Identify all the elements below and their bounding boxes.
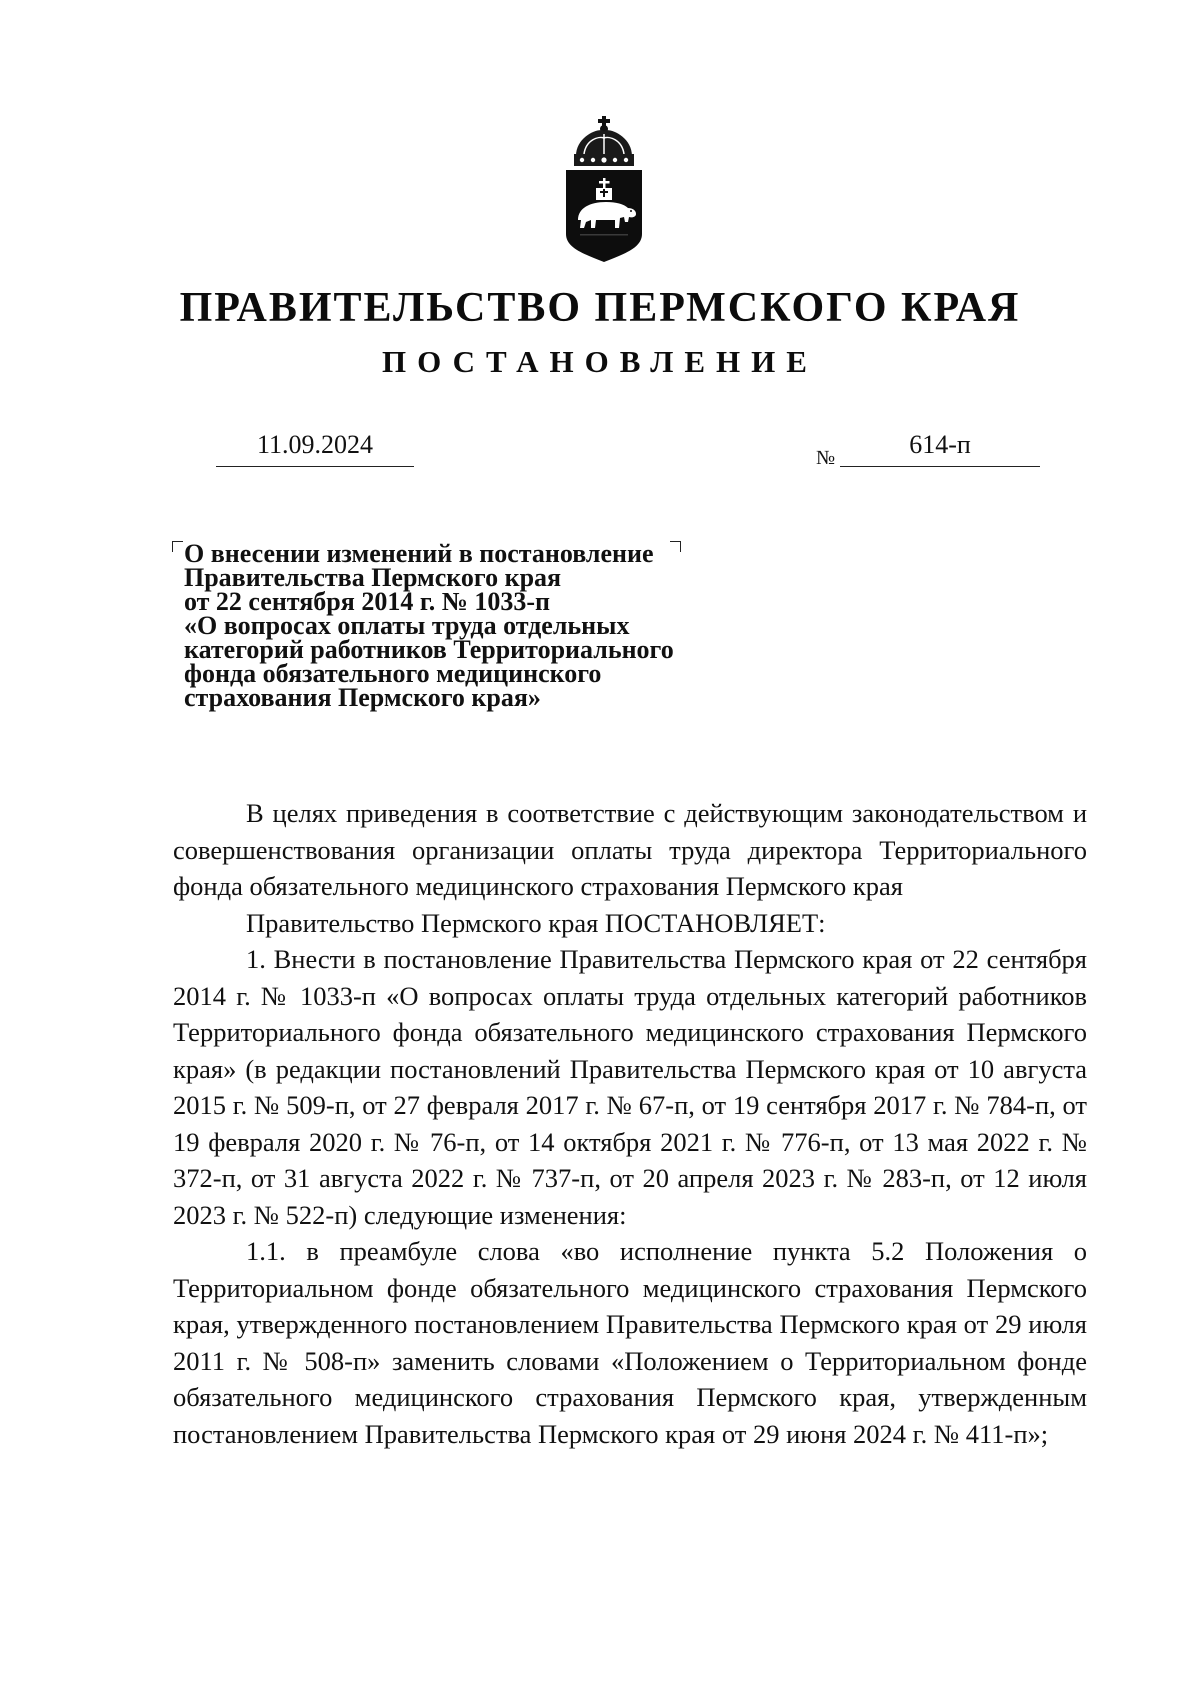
subject-line: Правительства Пермского края [184, 563, 562, 592]
subject-line: от 22 сентября 2014 г. № 1033-п [184, 587, 550, 616]
perm-krai-coat-of-arms-icon [562, 116, 646, 266]
body-paragraph-resolves: Правительство Пермского края ПОСТАНОВЛЯЕТ: [246, 907, 826, 938]
subject-line: категорий работников Территориального [184, 635, 674, 664]
subject-line: «О вопросах оплаты труда отдельных [184, 611, 630, 640]
document-type-heading: ПОСТАНОВЛЕНИЕ [382, 344, 818, 379]
document-date-field [216, 428, 414, 467]
body-paragraph-item-1: 1. Внести в постановление Правительства Пермского края от 22 сентября 2014 г. № 1033-п «О вопросах оплаты труда отдельных категорий работников Территориального фонда обязательного медицинского страхования Пермского края» (в редакции постановлений Правительства Пермского края от 10 августа 2015 г. № 509-п, от 27 февраля 2017 г. № 67-п, от 19 сентября 2017 г. № 784-п, от 19 февраля 2020 г. № 76-п, от 14 октября 2021 г. № 776-п, от 13 мая 2022 г. № 372-п, от 31 августа 2022 г. № 737-п, от 20 апреля 2023 г. № 283-п, от 12 июля 2023 г. № 522-п) следующие изменения: [173, 944, 1087, 1230]
subject-corner-left [172, 541, 183, 552]
body-paragraph-preamble: В целях приведения в соответствие с действующим законодательством и совершенствования организации оплаты труда директора Территориального фонда обязательного медицинского страхования Пермского края [173, 798, 1087, 901]
document-number: 614-п [909, 430, 971, 459]
subject-line: фонда обязательного медицинского [184, 659, 602, 688]
body-paragraph-item-1-1: 1.1. в преамбуле слова «во исполнение пункта 5.2 Положения о Территориальном фонде обязательного медицинского страхования Пермского края, утвержденного постановлением Правительства Пермского края от 29 июля 2011 г. № 508-п» заменить словами «Положением о Территориальном фонде обязательного медицинского страхования Пермского края, утвержденным постановлением Правительства Пермского края от 29 июня 2024 г. № 411-п»; [173, 1236, 1087, 1449]
subject-line: О внесении изменений в постановление [184, 539, 654, 568]
document-subject [184, 539, 744, 712]
organization-title: ПРАВИТЕЛЬСТВО ПЕРМСКОГО КРАЯ [179, 285, 1021, 331]
number-sign: № [816, 447, 836, 469]
document-body [173, 795, 1087, 1452]
document-number-field [840, 428, 1040, 467]
document-date: 11.09.2024 [256, 430, 374, 459]
subject-line: страхования Пермского края» [184, 683, 541, 712]
